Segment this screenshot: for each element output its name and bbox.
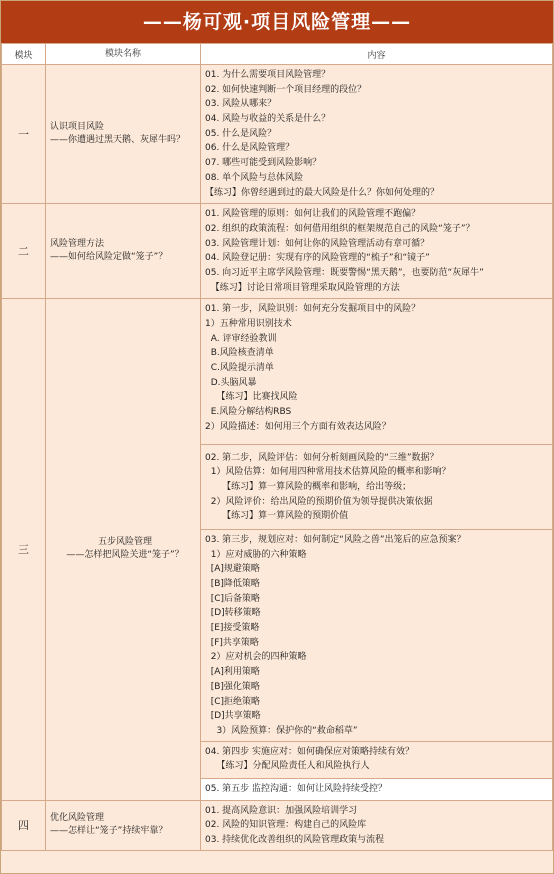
content-line: 【练习】算一算风险的概率和影响，给出等级； xyxy=(205,481,412,492)
module-title: 五步风险管理 xyxy=(97,537,152,548)
content-line: 02. 风险的知识管理：构建自己的风险库 xyxy=(205,820,367,831)
module-number: 二 xyxy=(2,204,46,299)
module-title: 风险管理方法 xyxy=(50,239,105,250)
content-line: 07. 哪些可能受到风险影响？ xyxy=(205,158,322,169)
content-line: 04. 风险登记册：实现有序的风险管理的“梳子”和“镜子” xyxy=(205,253,430,264)
module-content xyxy=(201,741,553,778)
content-line: [A]规避策略 xyxy=(205,564,260,575)
content-line: 01. 风险管理的原则：如何让我们的风险管理不跑偏？ xyxy=(205,209,421,220)
module-name xyxy=(46,800,201,850)
table-header-row xyxy=(2,44,553,65)
header-content: 内容 xyxy=(201,44,553,65)
content-line: 【练习】比赛找风险 xyxy=(205,392,298,403)
content-line: [C]拒绝策略 xyxy=(205,696,261,707)
content-line: [B]强化策略 xyxy=(205,681,260,692)
module-title: 认识项目风险 xyxy=(50,122,105,133)
content-line: 01. 为什么需要项目风险管理？ xyxy=(205,70,331,80)
module-name xyxy=(46,65,201,204)
content-line: 【练习】分配风险责任人和风险执行人 xyxy=(205,761,370,772)
content-line: 04. 第四步 实施应对：如何确保应对策略持续有效？ xyxy=(205,746,415,757)
content-line: 1）五种常用识别技术 xyxy=(205,319,292,329)
content-line: 【练习】讨论日常项目管理采取风险管理的方法 xyxy=(205,282,400,293)
content-line: 2）风险评价：给出风险的预期价值为领导提供决策依据 xyxy=(205,496,433,507)
module-subtitle: ——怎样让“笼子”持续牢靠？ xyxy=(50,826,168,837)
module-row xyxy=(2,204,553,299)
header-name: 模块名称 xyxy=(46,44,201,65)
content-line: 05. 第五步 监控沟通：如何让风险持续受控？ xyxy=(205,783,388,794)
module-row xyxy=(2,800,553,850)
table-body xyxy=(2,65,553,851)
content-line: 【练习】算一算风险的预期价值 xyxy=(205,511,349,522)
content-line: [D]转移策略 xyxy=(205,608,261,619)
content-line: 05. 向习近平主席学风险管理：既要警惕“黑天鹅”，也要防范“灰犀牛” xyxy=(205,267,484,278)
content-line: 03. 持续优化改善组织的风险管理政策与流程 xyxy=(205,835,385,845)
content-line: D.头脑风暴 xyxy=(205,377,257,388)
content-line: [C]后备策略 xyxy=(205,593,261,604)
content-line: 03. 风险管理计划：如何让你的风险管理活动有章可循？ xyxy=(205,238,430,249)
content-line: E.风险分解结构RBS xyxy=(205,407,292,418)
course-outline-table xyxy=(1,43,553,851)
module-number: 四 xyxy=(2,800,46,850)
module-number: 一 xyxy=(2,65,46,204)
module-row xyxy=(2,299,553,444)
content-line: [B]降低策略 xyxy=(205,579,260,589)
module-subtitle: ——你遭遇过黑天鹅、灰犀牛吗？ xyxy=(50,135,186,146)
module-subtitle: ——怎样把风险关进“笼子”？ xyxy=(66,550,184,561)
content-line: [F]共享策略 xyxy=(205,637,259,648)
module-content xyxy=(201,204,553,299)
module-row xyxy=(2,65,553,204)
content-line: 1）风险估算：如何用四种常用技术估算风险的概率和影响？ xyxy=(205,467,451,478)
module-number: 三 xyxy=(2,299,46,800)
content-line: 05. 什么是风险？ xyxy=(205,128,277,139)
content-line: 02. 组织的政策流程：如何借用组织的框架规范自己的风险“笼子”？ xyxy=(205,223,475,234)
content-line: 01. 第一步，风险识别：如何充分发掘项目中的风险？ xyxy=(205,304,421,315)
page-title: ——杨可观·项目风险管理—— xyxy=(1,1,553,43)
content-line: 【练习】你曾经遇到过的最大风险是什么？你如何处理的？ xyxy=(205,187,440,198)
content-line: 2）应对机会的四种策略 xyxy=(205,652,307,663)
module-content xyxy=(201,444,553,529)
content-line: 03. 风险从哪来？ xyxy=(205,99,277,110)
module-subtitle: ——如何给风险定做“笼子”？ xyxy=(50,252,168,263)
content-line: 01. 提高风险意识：加强风险培训学习 xyxy=(205,805,358,816)
content-line: 2）风险描述：如何用三个方面有效表达风险？ xyxy=(205,421,391,432)
content-line: B.风险核查清单 xyxy=(205,348,274,359)
content-line: 08. 单个风险与总体风险 xyxy=(205,172,304,183)
content-line: C.风险提示清单 xyxy=(205,363,274,374)
content-line: 3）风险预算：保护你的“救命稻草” xyxy=(205,725,358,736)
module-name xyxy=(46,299,201,800)
module-content xyxy=(201,800,553,850)
module-content xyxy=(201,529,553,741)
module-content xyxy=(201,778,553,800)
module-content xyxy=(201,65,553,204)
module-title: 优化风险管理 xyxy=(50,813,105,824)
module-name xyxy=(46,204,201,299)
header-module: 模块 xyxy=(2,44,46,65)
content-line: A. 评审经验教训 xyxy=(205,333,277,344)
content-line: 1）应对威胁的六种策略 xyxy=(205,549,307,560)
content-line: [D]共享策略 xyxy=(205,711,261,722)
content-line: 02. 如何快速判断一个项目经理的段位？ xyxy=(205,84,367,95)
content-line: 04. 风险与收益的关系是什么？ xyxy=(205,114,331,125)
module-content xyxy=(201,299,553,444)
content-line: [A]利用策略 xyxy=(205,667,260,678)
content-line: 06. 什么是风险管理？ xyxy=(205,143,295,154)
content-line: 03. 第三步，规划应对：如何制定“风险之兽”出笼后的应急预案？ xyxy=(205,534,466,545)
content-line: [E]接受策略 xyxy=(205,623,260,634)
content-line: 02. 第二步，风险评估：如何分析刻画风险的“三维”数据？ xyxy=(205,452,439,463)
